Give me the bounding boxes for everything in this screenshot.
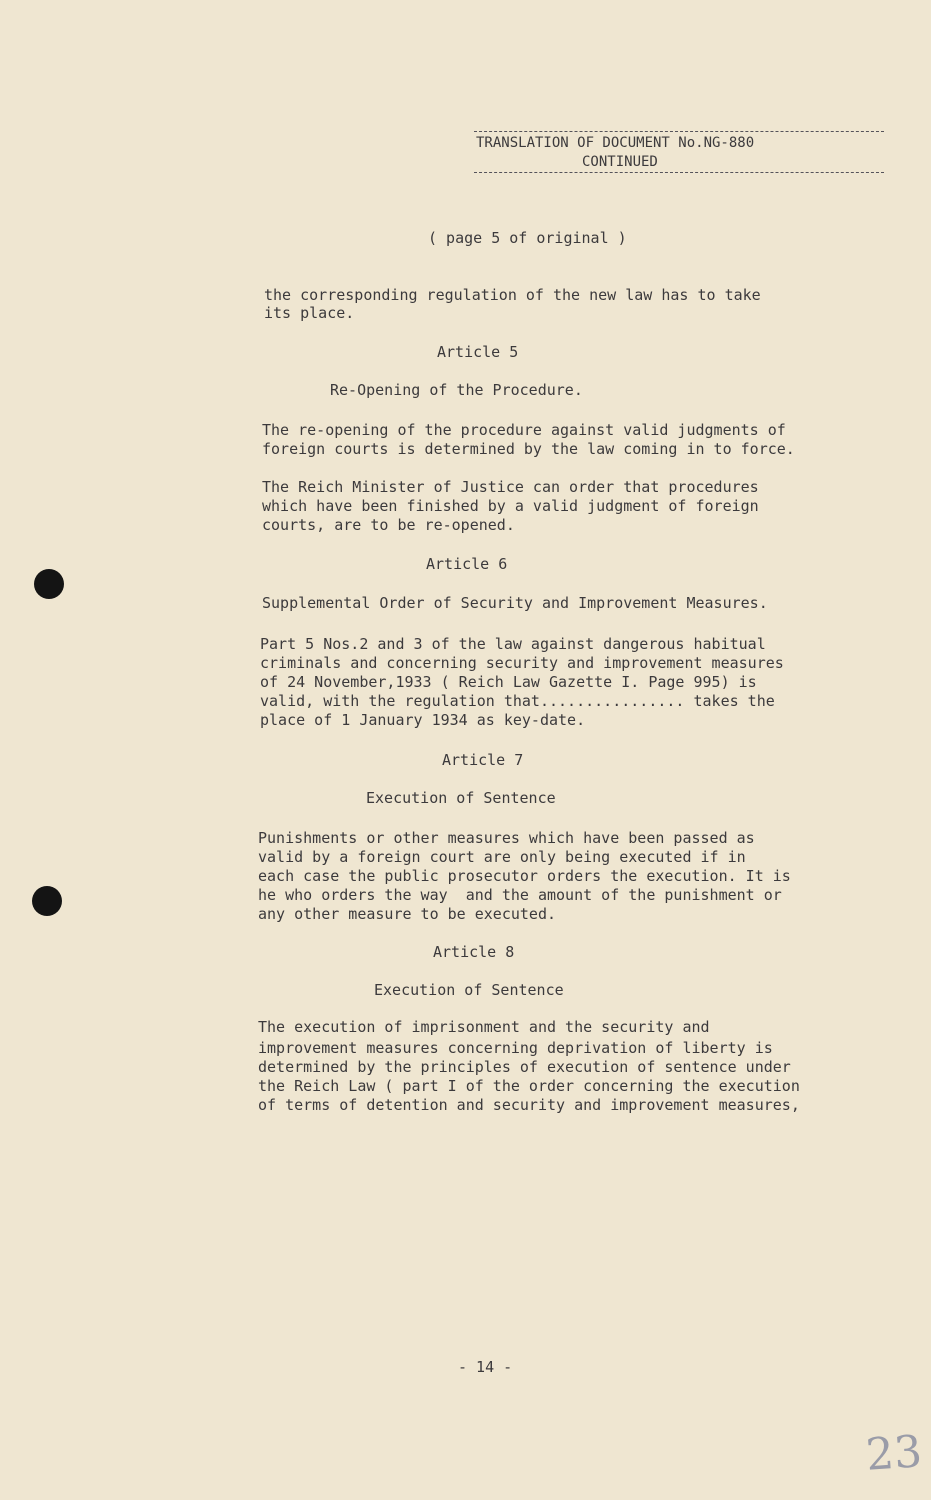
binder-hole: [34, 569, 64, 599]
header-title: TRANSLATION OF DOCUMENT No.NG-880: [476, 135, 755, 151]
article-6-title: Article 6: [426, 555, 508, 573]
article-8-line: determined by the principles of execution of sentence under: [258, 1058, 791, 1076]
article-5-line: The Reich Minister of Justice can order that procedures: [262, 478, 759, 496]
article-8-line: the Reich Law ( part I of the order concerning the execution: [258, 1077, 800, 1095]
article-7-line: each case the public prosecutor orders the execution. It is: [258, 867, 791, 885]
header-rule-bottom: [474, 172, 884, 173]
article-7-line: valid by a foreign court are only being executed if in: [258, 848, 746, 866]
article-6-line: of 24 November,1933 ( Reich Law Gazette I. Page 995) is: [260, 673, 757, 691]
article-5-line: The re-opening of the procedure against valid judgments of: [262, 421, 786, 439]
article-7-line: any other measure to be executed.: [258, 905, 557, 923]
article-5-title: Article 5: [437, 343, 519, 361]
article-7-line: he who orders the way and the amount of the punishment or: [258, 886, 782, 904]
article-8-title: Article 8: [433, 943, 515, 961]
handwritten-page-number: 23: [864, 1426, 924, 1481]
article-5-line: foreign courts is determined by the law coming in to force.: [262, 440, 795, 458]
article-6-line: criminals and concerning security and improvement measures: [260, 654, 784, 672]
binder-hole: [32, 886, 62, 916]
intro-line: the corresponding regulation of the new law has to take: [264, 286, 761, 304]
article-8-line: improvement measures concerning deprivation of liberty is: [258, 1039, 773, 1057]
page-number: - 14 -: [458, 1358, 513, 1376]
article-8-heading: Execution of Sentence: [374, 981, 564, 999]
article-6-line: valid, with the regulation that................ takes the: [260, 692, 775, 710]
article-6-heading: Supplemental Order of Security and Improvement Measures.: [262, 594, 768, 612]
article-5-line: which have been finished by a valid judgment of foreign: [262, 497, 759, 515]
header-continued: CONTINUED: [582, 154, 658, 170]
article-6-line: place of 1 January 1934 as key-date.: [260, 711, 586, 729]
article-7-heading: Execution of Sentence: [366, 789, 556, 807]
page-reference: ( page 5 of original ): [428, 229, 627, 247]
article-8-line: of terms of detention and security and improvement measures,: [258, 1096, 800, 1114]
article-6-line: Part 5 Nos.2 and 3 of the law against dangerous habitual: [260, 635, 766, 653]
header-rule-top: [474, 131, 884, 132]
article-8-line: The execution of imprisonment and the security and: [258, 1018, 710, 1036]
article-5-line: courts, are to be re-opened.: [262, 516, 515, 534]
article-7-title: Article 7: [442, 751, 524, 769]
intro-line: its place.: [264, 304, 355, 322]
article-5-heading: Re-Opening of the Procedure.: [330, 381, 583, 399]
article-7-line: Punishments or other measures which have been passed as: [258, 829, 755, 847]
